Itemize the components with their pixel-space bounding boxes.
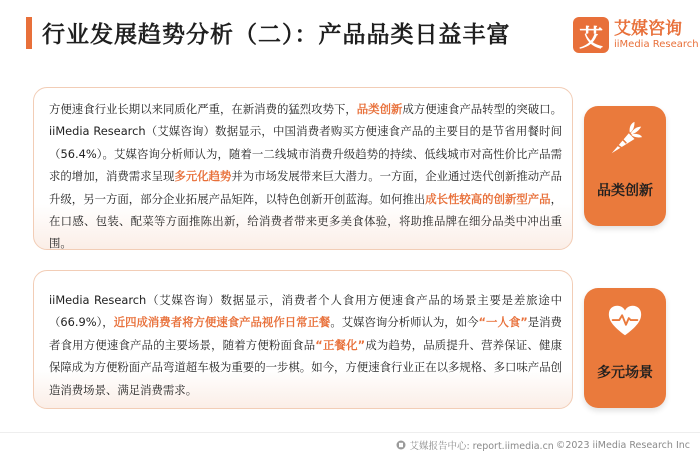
body-text: ，在口感、包装、配菜等方面推陈出新，给消费者带来更多美食体验，将助推品牌在细分品类中冲出重围。	[49, 191, 562, 251]
highlight-text: 近四成消费者将方便速食产品视作日常正餐	[113, 315, 331, 330]
body-text: 成方便速食产品转型的突破口。iiMedia Research（艾媒咨询）数据显示，中国消费者购买方便速食产品的主要目的是节省用餐时间（56.4%）。艾媒咨询分析师认为，随着一二线城市消费升级趋势的持续、低线城市对高性价比产品需求的增加，消费需求呈现	[49, 102, 562, 184]
body-text: 并为市场发展带来巨大潜力。一方面，企业通过迭代创新推动产品升级，另一方面，部分企业拓展产品矩阵，以特色创新开创蓝海。如何推出	[49, 169, 562, 206]
title-accent-bar	[26, 17, 32, 49]
body-text: 成为趋势，品质提升、营养保证、健康保障成为方便粉面产品弯道超车极为重要的一步棋。如今，方便速食行业正在以多规格、多口味产品创造消费场景、满足消费需求。	[49, 337, 562, 397]
highlight-text: “正餐化”	[315, 337, 366, 352]
footer-source: 艾媒报告中心: report.iimedia.cn	[409, 441, 554, 452]
carrot-icon	[606, 120, 644, 158]
body-text: 。艾媒咨询分析师认为，如今	[330, 315, 479, 330]
highlight-text: 品类创新	[356, 102, 403, 116]
brand-text	[614, 20, 699, 51]
brand-logo	[573, 15, 699, 55]
highlight-text: 成长性较高的创新型产品	[425, 191, 551, 206]
page-title: 行业发展趋势分析（二）：产品品类日益丰富	[42, 22, 511, 48]
footer-copyright: ©2023 iiMedia Research Inc	[555, 439, 690, 451]
section-text	[49, 98, 562, 255]
brand-mark: 艾	[573, 17, 609, 53]
tile-label: 多元场景	[597, 365, 653, 381]
brand-name-en: iiMedia Research	[614, 38, 699, 50]
section-card-diverse-scenarios	[33, 270, 573, 409]
report-center-icon	[396, 440, 406, 450]
body-text: 是消费者食用方便速食产品的主要场景，随着方便粉面食品	[49, 315, 562, 352]
body-text: iiMedia Research（艾媒咨询）数据显示，消费者个人食用方便速食产品的场景主要是差旅途中（66.9%），	[49, 293, 562, 330]
footer-divider	[0, 432, 700, 433]
tile-category-innovation	[584, 106, 666, 226]
brand-name: 艾媒咨询	[614, 18, 682, 39]
highlight-text: “一人食”	[478, 315, 528, 330]
highlight-text: 多元化趋势	[174, 169, 232, 184]
tile-diverse-scenarios	[584, 288, 666, 408]
section-card-category-innovation	[33, 87, 573, 250]
body-text: 方便速食行业长期以来同质化严重，在新消费的猛烈攻势下，	[49, 102, 357, 116]
section-text	[49, 289, 562, 401]
heart-pulse-icon	[606, 302, 644, 340]
tile-label: 品类创新	[597, 183, 653, 199]
footer	[396, 438, 690, 452]
